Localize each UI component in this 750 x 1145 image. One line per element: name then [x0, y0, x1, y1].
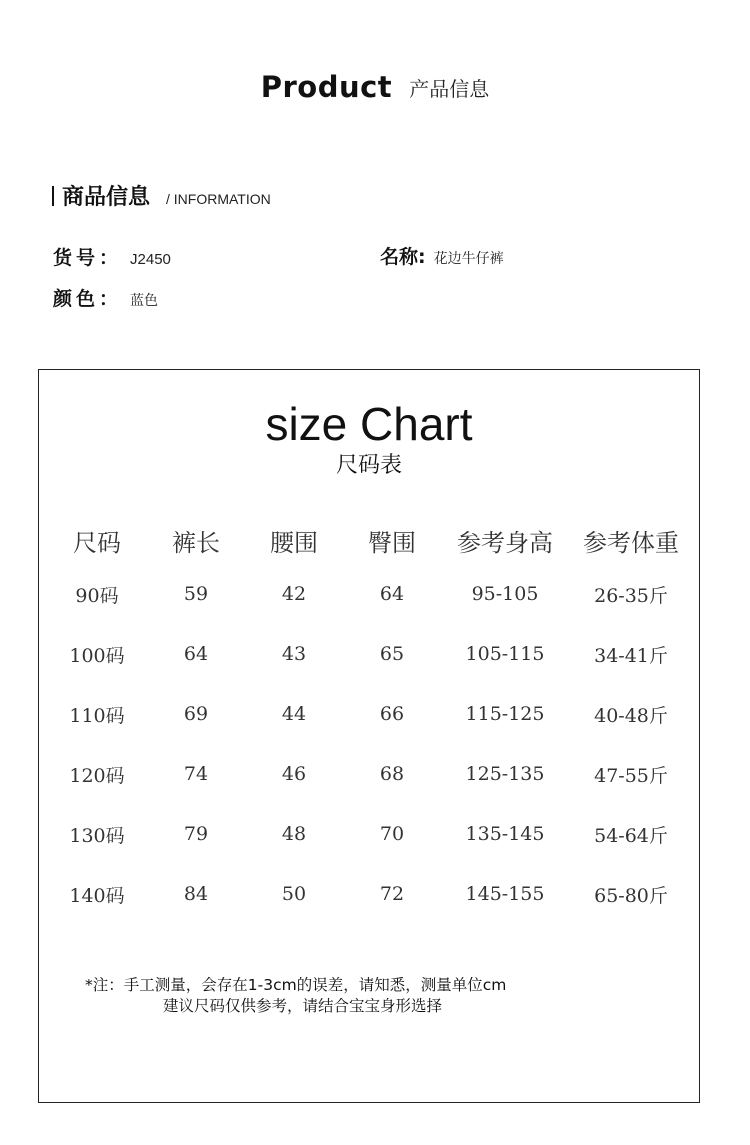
table-row — [47, 744, 693, 804]
size-chart-subtitle: 尺码表 — [335, 453, 402, 478]
column-header-length: 裤长 — [172, 528, 220, 557]
size-table — [47, 516, 693, 924]
column-header-height: 参考身高 — [457, 528, 553, 557]
color-label: 颜色： — [53, 288, 123, 310]
cell-hip: 65 — [379, 643, 405, 665]
column-header-hip: 臀围 — [368, 528, 416, 557]
cell-length: 59 — [183, 583, 209, 605]
cell-size: 120码 — [69, 764, 125, 787]
section-title-en: / INFORMATION — [166, 190, 271, 207]
cell-size: 110码 — [69, 704, 125, 727]
table-row — [47, 564, 693, 624]
cell-weight: 47-55斤 — [594, 764, 668, 787]
cell-height: 115-125 — [465, 703, 545, 725]
cell-height: 125-135 — [465, 763, 545, 785]
cell-waist: 46 — [281, 763, 307, 785]
cell-height: 135-145 — [465, 823, 545, 845]
size-chart-title: size Chart — [265, 398, 473, 450]
cell-height: 95-105 — [471, 583, 539, 605]
table-row — [47, 684, 693, 744]
cell-length: 79 — [183, 823, 209, 845]
cell-hip: 70 — [379, 823, 405, 845]
header-title-cn: 产品信息 — [409, 76, 490, 101]
cell-weight: 34-41斤 — [594, 644, 668, 667]
color-row — [53, 284, 158, 311]
table-header-row — [47, 516, 693, 564]
cell-length: 74 — [183, 763, 209, 785]
product-name-value: 花边牛仔裤 — [433, 251, 504, 267]
cell-length: 69 — [183, 703, 209, 725]
cell-waist: 50 — [281, 883, 307, 905]
page-header — [0, 70, 750, 104]
cell-size: 140码 — [69, 884, 125, 907]
cell-hip: 72 — [379, 883, 405, 905]
cell-size: 100码 — [69, 644, 125, 667]
item-number-label: 货号： — [53, 247, 123, 269]
cell-waist: 48 — [281, 823, 307, 845]
table-row — [47, 624, 693, 684]
section-bar — [52, 186, 54, 206]
product-name-row — [380, 242, 504, 269]
table-row — [47, 804, 693, 864]
cell-weight: 40-48斤 — [594, 704, 668, 727]
cell-height: 145-155 — [465, 883, 545, 905]
size-chart-box — [38, 369, 700, 1103]
section-title-cn: 商品信息 — [62, 185, 151, 210]
cell-length: 84 — [183, 883, 209, 905]
cell-weight: 65-80斤 — [594, 884, 668, 907]
item-number-value: J2450 — [130, 251, 171, 268]
cell-waist: 43 — [281, 643, 307, 665]
cell-weight: 54-64斤 — [594, 824, 668, 847]
cell-weight: 26-35斤 — [594, 584, 668, 607]
column-header-waist: 腰围 — [270, 528, 318, 557]
cell-hip: 68 — [379, 763, 405, 785]
note-line-1: *注：手工测量，会存在1-3cm的误差，请知悉，测量单位cm — [85, 976, 507, 994]
cell-waist: 42 — [281, 583, 307, 605]
table-row — [47, 864, 693, 924]
cell-hip: 64 — [379, 583, 405, 605]
column-header-weight: 参考体重 — [583, 528, 679, 557]
section-heading — [52, 180, 271, 211]
product-name-label: 名称: — [380, 246, 426, 268]
cell-length: 64 — [183, 643, 209, 665]
column-header-size: 尺码 — [73, 528, 121, 557]
note-line-2: 建议尺码仅供参考，请结合宝宝身形选择 — [163, 997, 443, 1015]
item-number-row — [53, 243, 171, 270]
header-title-en: Product — [260, 70, 393, 104]
cell-hip: 66 — [379, 703, 405, 725]
cell-waist: 44 — [281, 703, 307, 725]
color-value: 蓝色 — [130, 293, 159, 309]
cell-height: 105-115 — [465, 643, 545, 665]
measurement-note — [85, 975, 506, 1017]
cell-size: 90码 — [75, 584, 119, 607]
cell-size: 130码 — [69, 824, 125, 847]
